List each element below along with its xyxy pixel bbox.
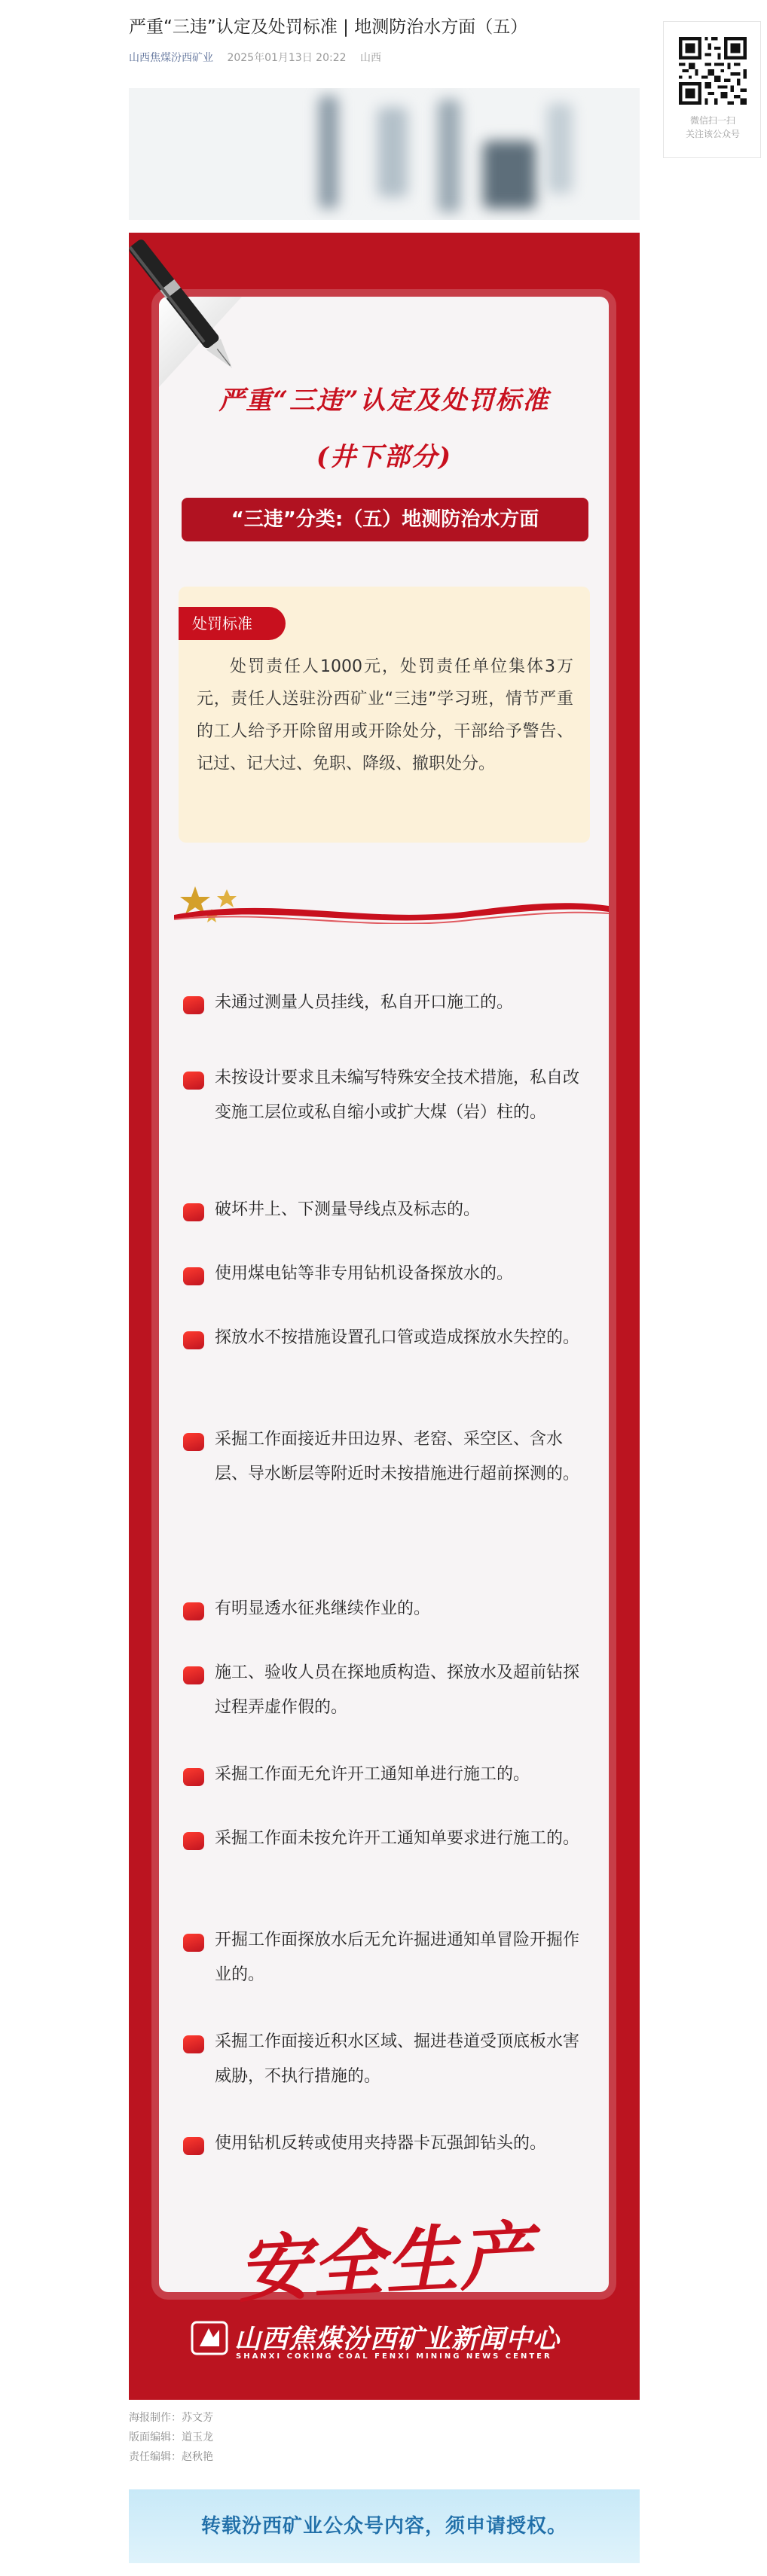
bullet-icon — [183, 2035, 204, 2053]
safety-slogan: 安全生产 — [235, 2212, 536, 2313]
bullet-icon — [183, 1072, 204, 1090]
author-link[interactable]: 山西焦煤汾西矿业 — [129, 52, 213, 64]
bullet-icon — [183, 2137, 204, 2155]
bullet-icon — [183, 1203, 204, 1221]
list-item-text: 未按设计要求且未编写特殊安全技术措施，私自改变施工层位或私自缩小或扩大煤（岩）柱的。 — [215, 1069, 580, 1122]
poster-title: 严重“三违”认定及处罚标准 — [218, 386, 550, 416]
bullet-icon — [183, 1602, 204, 1620]
repost-notice-banner: 转载汾西矿业公众号内容，须申请授权。 — [129, 2489, 640, 2563]
penalty-text: 处罚责任人1000元，处罚责任单位集体3万元，责任人送驻汾西矿业“三违”学习班，情节严重的工人给予开除留用或开除处分，干部给予警告、记过、记大过、免职、降级、撤职处分。 — [197, 657, 573, 773]
bullet-icon — [183, 1267, 204, 1285]
publish-location: 山西 — [359, 52, 381, 64]
list-item-text: 使用煤电钻等非专用钻机设备探放水的。 — [215, 1264, 514, 1283]
list-item-text: 采掘工作面未按允许开工通知单要求进行施工的。 — [215, 1829, 580, 1848]
pen-icon — [129, 233, 249, 398]
qr-caption-1: 微信扫一扫 — [689, 115, 735, 126]
footer-org-subtitle: SHANXI COKING COAL FENXI MINING NEWS CENTER — [236, 2352, 552, 2361]
bullet-icon — [183, 996, 204, 1014]
list-item-text: 采掘工作面接近井田边界、老窑、采空区、含水层、导水断层等附近时未按措施进行超前探测的。 — [215, 1430, 580, 1483]
article-title: 严重“三违”认定及处罚标准 | 地测防治水方面（五） — [129, 17, 528, 37]
qr-caption-2: 关注该公众号 — [685, 129, 740, 139]
bullet-icon — [183, 1934, 204, 1952]
publish-time: 2025年01月13日 20:22 — [227, 52, 347, 64]
footer-org-name: 山西焦煤汾西矿业新闻中心 — [234, 2324, 561, 2355]
list-item-text: 探放水不按措施设置孔口管或造成探放水失控的。 — [215, 1328, 580, 1347]
bullet-icon — [183, 1331, 204, 1349]
credit-chief-editor: 责任编辑：赵秋艳 — [129, 2451, 213, 2463]
list-item-text: 开掘工作面探放水后无允许掘进通知单冒险开掘作业的。 — [215, 1931, 580, 1984]
logo-mark-icon — [191, 2319, 228, 2357]
poster-subtitle: (井下部分) — [316, 442, 453, 472]
list-item-text: 有明显透水征兆继续作业的。 — [215, 1599, 431, 1618]
header-image — [129, 88, 640, 220]
qr-code-icon — [679, 37, 747, 105]
qr-follow-box — [663, 21, 761, 158]
penalty-label: 处罚标准 — [179, 607, 286, 640]
list-item-text: 使用钻机反转或使用夹持器卡瓦强卸钻头的。 — [215, 2134, 547, 2153]
list-item-text: 采掘工作面接近积水区域、掘进巷道受顶底板水害威胁，不执行措施的。 — [215, 2032, 580, 2086]
ribbon-icon — [159, 841, 609, 924]
bullet-icon — [183, 1832, 204, 1850]
bullet-icon — [183, 1666, 204, 1684]
list-item-text: 未通过测量人员挂线，私自开口施工的。 — [215, 993, 514, 1012]
category-banner: “三违”分类:（五）地测防治水方面 — [182, 498, 588, 541]
article-meta — [129, 50, 381, 65]
list-item-text: 施工、验收人员在探地质构造、探放水及超前钻探过程弄虚作假的。 — [215, 1663, 580, 1717]
credit-poster-maker: 海报制作：苏文芳 — [129, 2412, 213, 2424]
bullet-icon — [183, 1433, 204, 1451]
bullet-icon — [183, 1768, 204, 1786]
list-item-text: 采掘工作面无允许开工通知单进行施工的。 — [215, 1765, 530, 1784]
list-item-text: 破坏井上、下测量导线点及标志的。 — [215, 1200, 481, 1219]
credit-layout-editor: 版面编辑：道玉龙 — [129, 2431, 213, 2443]
poster — [129, 233, 640, 2400]
